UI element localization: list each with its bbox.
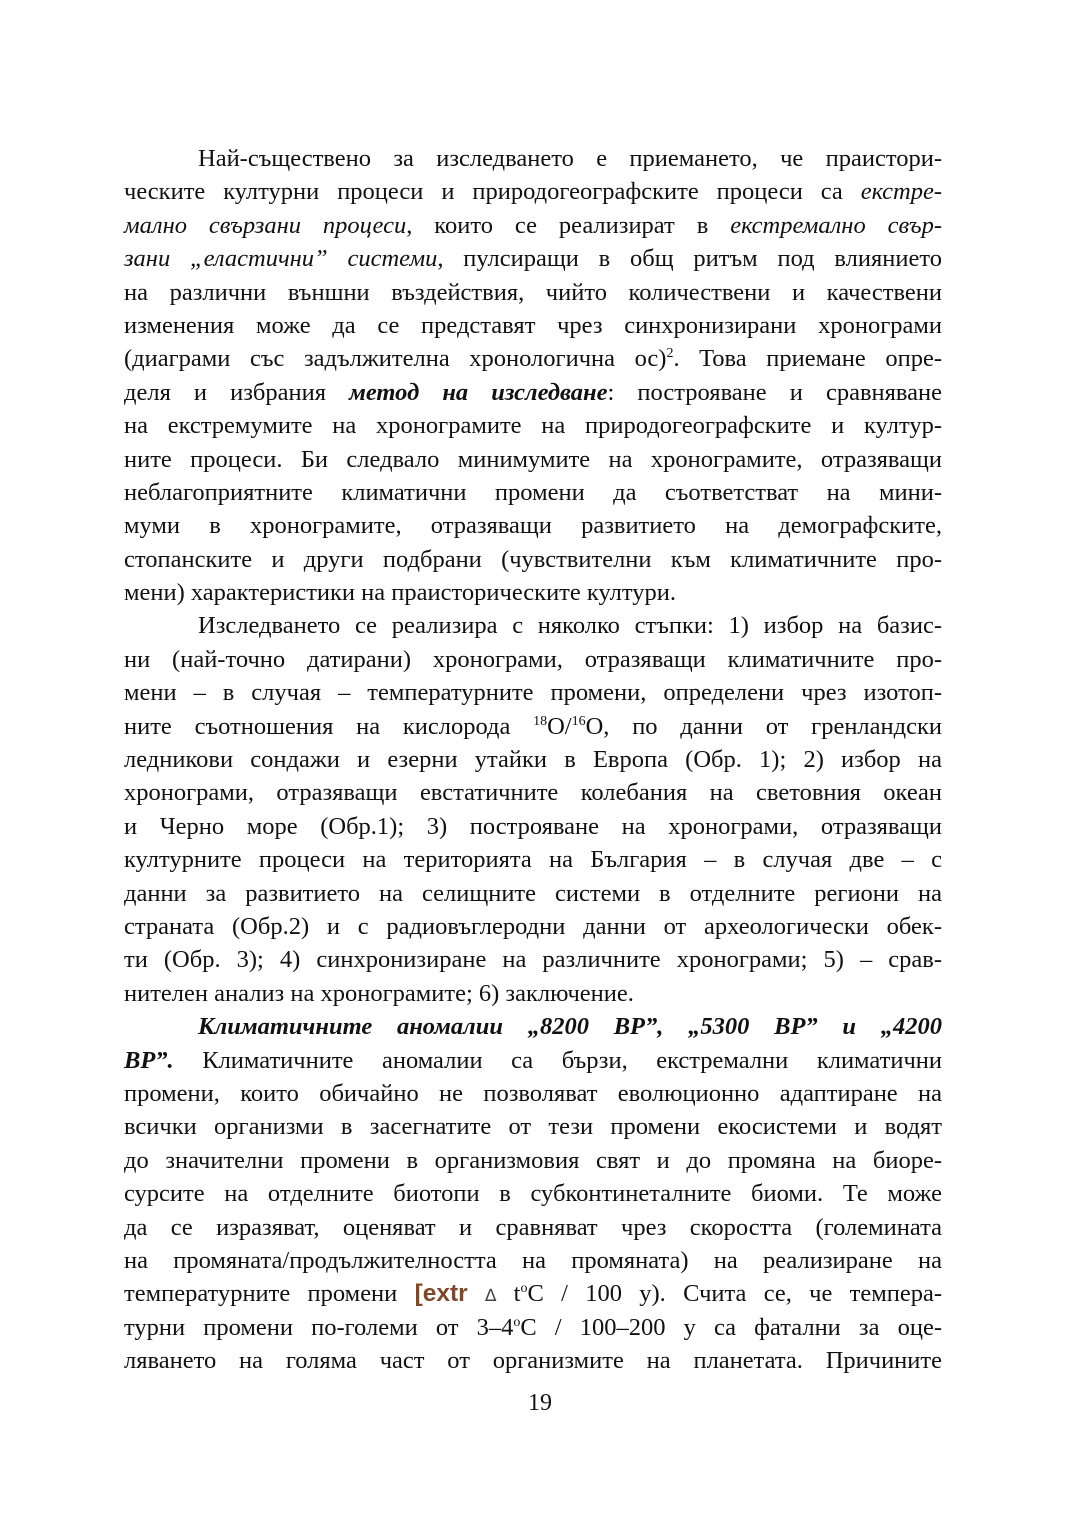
- text-run: всички организми в засегнатите от тези промени екосистеми и водят: [124, 1113, 942, 1141]
- text-run: [468, 1280, 485, 1307]
- text-line: [124, 342, 942, 375]
- text-run: културните процеси на територията на България – в случая две – с: [124, 846, 942, 874]
- text-run: нителен анализ на хронограмите; 6) заключение.: [124, 979, 634, 1007]
- text-run: мално свързани процеси: [124, 211, 407, 239]
- text-run: сурсите на отделните биотопи в субконтинеталните биоми. Те може: [124, 1180, 942, 1208]
- text-line: [124, 776, 942, 809]
- text-run: . Това приемане опре-: [673, 345, 943, 373]
- text-run: промени, които обичайно не позволяват еволюционно адаптиране на: [124, 1079, 942, 1107]
- text-line: [124, 1177, 942, 1210]
- text-run: ните съотношения на кислорода: [124, 712, 534, 740]
- text-line: [124, 943, 942, 976]
- text-run: : построяване и сравняване: [607, 378, 943, 406]
- text-run: C / 100 y). Счита се, че темпера-: [527, 1280, 942, 1308]
- text-run: мени) характеристики на праисторическите култури.: [124, 579, 676, 607]
- text-run: ледникови сондажи и езерни утайки в Европа (Обр. 1); 2) избор на: [124, 746, 942, 774]
- text-run: [extr: [414, 1280, 468, 1308]
- text-line: [124, 977, 942, 1010]
- text-line: [124, 1244, 942, 1277]
- text-line: [124, 576, 942, 609]
- text-line: [124, 676, 942, 709]
- text-run: и Черно море (Обр.1); 3) построяване на хронограми, отразяващи: [124, 812, 942, 840]
- text-line: [124, 1211, 942, 1244]
- text-run: ти (Обр. 3); 4) синхронизиране на различните хронограми; 5) – срав-: [124, 946, 942, 974]
- text-run: Най-съществено за изследването е приемането, че праистори-: [198, 145, 942, 172]
- text-line: [124, 1044, 942, 1077]
- text-run: C / 100–200 y са фатални за оце-: [520, 1313, 942, 1341]
- text-run: данни за развитието на селищните системи в отделните региони на: [124, 879, 942, 907]
- text-line: [124, 843, 942, 876]
- superscript: o: [520, 1281, 528, 1297]
- text-run: , които се реализират в: [406, 211, 731, 239]
- text-run: Климатичните аномалии са бързи, екстремални климатични: [173, 1046, 942, 1074]
- text-run: Климатичните аномалии „8200 BP”, „5300 BP” и „4200: [198, 1013, 942, 1041]
- text-run: Изследването се реализира с няколко стъпки: 1) избор на базис-: [198, 612, 942, 640]
- text-run: турни промени по-големи от 3–4: [124, 1313, 514, 1341]
- superscript: 18: [533, 713, 548, 729]
- text-run: деля и избрания: [124, 378, 350, 406]
- text-run: BP”.: [124, 1046, 174, 1074]
- text-line: [124, 543, 942, 576]
- text-line: [124, 209, 942, 242]
- text-line: [124, 710, 942, 743]
- text-line: [124, 910, 942, 943]
- text-run: ните процеси. Би следвало минимумите на хронограмите, отразяващи: [124, 445, 942, 473]
- text-line: [124, 409, 942, 442]
- text-run: страната (Обр.2) и с радиовъглеродни данни от археологически обек-: [124, 912, 942, 940]
- text-run: на екстремумите на хронограмите на природогеографските и култур-: [124, 412, 942, 440]
- text-run: ляването на голяма част от организмите на планетата. Причините: [124, 1347, 942, 1375]
- text-run: мени – в случая – температурните промени, определени чрез изотоп-: [124, 679, 942, 707]
- text-line: [124, 1277, 942, 1310]
- text-run: да се изразяват, оценяват и сравняват чрез скоростта (големината: [124, 1213, 942, 1241]
- text-line: [124, 743, 942, 776]
- text-run: до значителни промени в организмовия свят и до промяна на биоре-: [124, 1146, 942, 1174]
- text-line: [124, 175, 942, 208]
- text-run: ческите културни процеси и природогеографските процеси са: [124, 178, 861, 206]
- text-line: [124, 1010, 942, 1043]
- superscript: o: [513, 1314, 521, 1330]
- text-line: [124, 1344, 942, 1377]
- text-line: [124, 443, 942, 476]
- text-run: t: [496, 1280, 521, 1308]
- document-body: [124, 142, 942, 1377]
- text-run: изменения може да се представят чрез синхронизирани хронограми: [124, 311, 942, 339]
- text-line: [124, 1077, 942, 1110]
- text-line: [124, 1311, 942, 1344]
- text-run: , пулсиращи в общ ритъм под влиянието: [437, 245, 942, 273]
- text-run: метод на изследване: [349, 378, 608, 406]
- text-line: [124, 309, 942, 342]
- text-line: [124, 276, 942, 309]
- text-run: екстре-: [860, 178, 942, 206]
- text-line: [124, 609, 942, 642]
- superscript: 16: [571, 713, 586, 729]
- text-run: екстремално свър-: [730, 211, 942, 239]
- text-run: ∆: [484, 1286, 497, 1307]
- text-line: [124, 509, 942, 542]
- text-line: [124, 643, 942, 676]
- text-run: температурните промени: [124, 1280, 415, 1308]
- text-line: [124, 810, 942, 843]
- text-line: [124, 1110, 942, 1143]
- text-run: муми в хронограмите, отразяващи развитието на демографските,: [124, 512, 942, 540]
- superscript: 2: [666, 346, 674, 362]
- text-run: зани „еластични” системи: [124, 245, 438, 273]
- text-line: [124, 142, 942, 175]
- text-line: [124, 877, 942, 910]
- text-run: ни (най-точно датирани) хронограми, отразяващи климатичните про-: [124, 645, 942, 673]
- text-run: O/: [547, 712, 572, 740]
- text-run: на промяната/продължителността на промяната) на реализиране на: [124, 1246, 942, 1274]
- text-run: O, по данни от гренландски: [585, 712, 942, 740]
- text-run: хронограми, отразяващи евстатичните колебания на световния океан: [124, 779, 942, 807]
- text-run: на различни външни въздействия, чийто количествени и качествени: [124, 278, 942, 306]
- text-run: стопанските и други подбрани (чувствителни към климатичните про-: [124, 545, 942, 573]
- text-run: неблагоприятните климатични промени да съответстват на мини-: [124, 478, 942, 506]
- text-line: [124, 376, 942, 409]
- text-line: [124, 242, 942, 275]
- text-run: (диаграми със задължителна хронологична ос): [124, 345, 667, 373]
- text-line: [124, 1144, 942, 1177]
- page-number: 19: [528, 1390, 552, 1416]
- text-line: [124, 476, 942, 509]
